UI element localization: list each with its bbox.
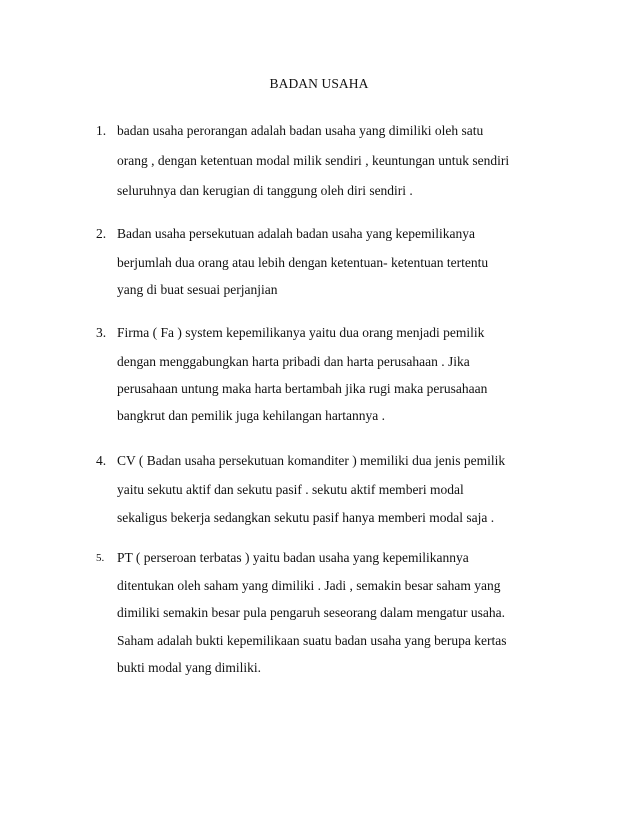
item-line: perusahaan untung maka harta bertambah jika rugi maka perusahaan [117,381,488,396]
item-number: 2. [96,226,107,241]
item-line: Saham adalah bukti kepemilikaan suatu badan usaha yang berupa kertas [117,633,507,648]
item-line: ditentukan oleh saham yang dimiliki . Jadi , semakin besar saham yang [117,578,501,593]
item-line: Badan usaha persekutuan adalah badan usaha yang kepemilikanya [117,226,475,241]
item-line: sekaligus bekerja sedangkan sekutu pasif hanya memberi modal saja . [117,510,495,525]
item-line: berjumlah dua orang atau lebih dengan ketentuan- ketentuan tertentu [117,255,489,270]
item-number: 4. [96,453,107,468]
item-line: seluruhnya dan kerugian di tanggung oleh diri sendiri . [117,183,413,198]
item-line: dimiliki semakin besar pula pengaruh seseorang dalam mengatur usaha. [117,605,506,620]
item-number: 1. [96,123,107,138]
item-line: bangkrut dan pemilik juga kehilangan hartannya . [117,408,386,423]
item-line: CV ( Badan usaha persekutuan komanditer ) memiliki dua jenis pemilik [117,453,506,468]
item-number: 5. [96,552,105,564]
item-line: yaitu sekutu aktif dan sekutu pasif . sekutu aktif memberi modal [117,482,464,497]
item-line: dengan menggabungkan harta pribadi dan harta perusahaan . Jika [117,354,470,369]
item-line: bukti modal yang dimiliki. [117,660,261,675]
item-number: 3. [96,325,107,340]
item-line: Firma ( Fa ) system kepemilikanya yaitu dua orang menjadi pemilik [117,325,485,340]
page-title: BADAN USAHA [269,76,369,91]
item-line: PT ( perseroan terbatas ) yaitu badan usaha yang kepemilikannya [117,550,469,565]
item-line: yang di buat sesuai perjanjian [117,282,278,297]
item-line: badan usaha perorangan adalah badan usaha yang dimiliki oleh satu [117,123,484,138]
item-line: orang , dengan ketentuan modal milik sendiri , keuntungan untuk sendiri [117,153,510,168]
